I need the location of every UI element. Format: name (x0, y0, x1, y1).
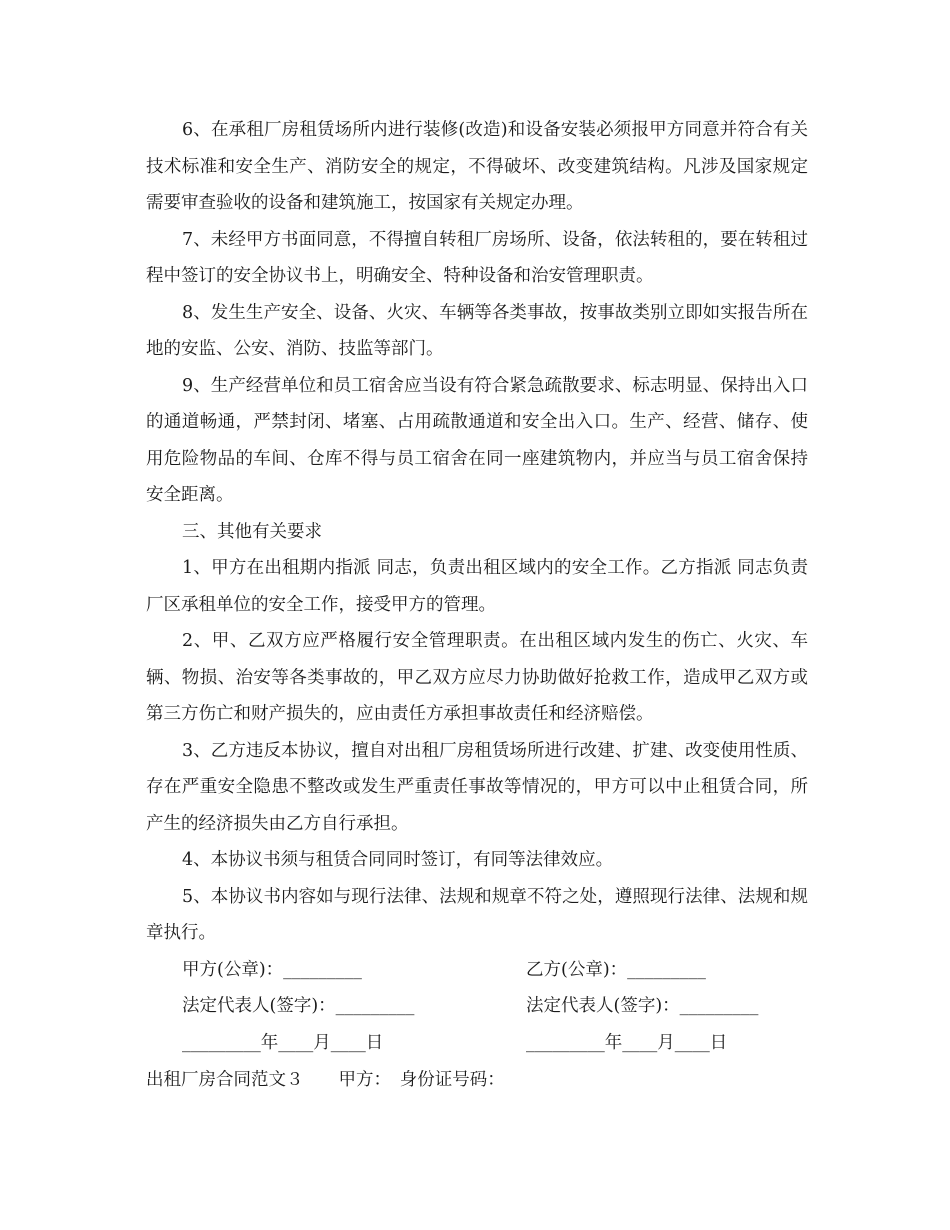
document-page (146, 112, 808, 1099)
requirement-3: 3、乙方违反本协议，擅自对出租厂房租赁场所进行改建、扩建、改变使用性质、存在严重安全隐患不整改或发生严重责任事故等情况的，甲方可以中止租赁合同，所产生的经济损失由乙方自行承担。 (146, 740, 808, 834)
requirement-4: 4、本协议书须与租赁合同同时签订，有同等法律效应。 (182, 850, 614, 870)
requirement-1: 1、甲方在出租期内指派 同志，负责出租区域内的安全工作。乙方指派 同志负责厂区承租单位的安全工作，接受甲方的管理。 (146, 558, 808, 615)
party-a-rep: 法定代表人(签字)：_________ (182, 996, 415, 1016)
signature-date-row (146, 1025, 808, 1062)
party-b-rep: 法定代表人(签字)：_________ (526, 996, 759, 1016)
requirement-5: 5、本协议书内容如与现行法律、法规和规章不符之处，遵照现行法律、法规和规章执行。 (146, 886, 808, 943)
footer-line: 出租厂房合同范文３ 甲方： 身份证号码： (146, 1070, 505, 1090)
clause-9: 9、生产经营单位和员工宿舍应当设有符合紧急疏散要求、标志明显、保持出入口的通道畅通，严禁封闭、堵塞、占用疏散通道和安全出入口。生产、经营、储存、使用危险物品的车间、仓库不得与员工宿舍在同一座建筑物内，并应当与员工宿舍保持安全距离。 (146, 375, 808, 505)
party-b-date: _________年____月____日 (526, 1032, 728, 1053)
requirement-2: 2、甲、乙双方应严格履行安全管理职责。在出租区域内发生的伤亡、火灾、车辆、物损、治安等各类事故的，甲乙双方应尽力协助做好抢救工作，造成甲乙双方或第三方伤亡和财产损失的，应由责任方承担事故责任和经济赔偿。 (146, 631, 808, 724)
signature-rep-row (146, 988, 808, 1025)
clause-6: 6、在承租厂房租赁场所内进行装修(改造)和设备安装必须报甲方同意并符合有关技术标准和安全生产、消防安全的规定，不得破坏、改变建筑结构。凡涉及国家规定需要审查验收的设备和建筑施工，按国家有关规定办理。 (146, 120, 808, 213)
party-b-seal: 乙方(公章)：_________ (526, 959, 706, 980)
party-a-seal: 甲方(公章)：_________ (182, 959, 362, 980)
clause-7: 7、未经甲方书面同意，不得擅自转租厂房场所、设备，依法转租的，要在转租过程中签订的安全协议书上，明确安全、特种设备和治安管理职责。 (146, 229, 808, 286)
party-a-date: _________年____月____日 (182, 1032, 384, 1053)
clause-8: 8、发生生产安全、设备、火灾、车辆等各类事故，按事故类别立即如实报告所在地的安监、公安、消防、技监等部门。 (146, 302, 808, 359)
signature-seal-row (146, 952, 808, 989)
section-heading: 三、其他有关要求 (182, 521, 322, 542)
